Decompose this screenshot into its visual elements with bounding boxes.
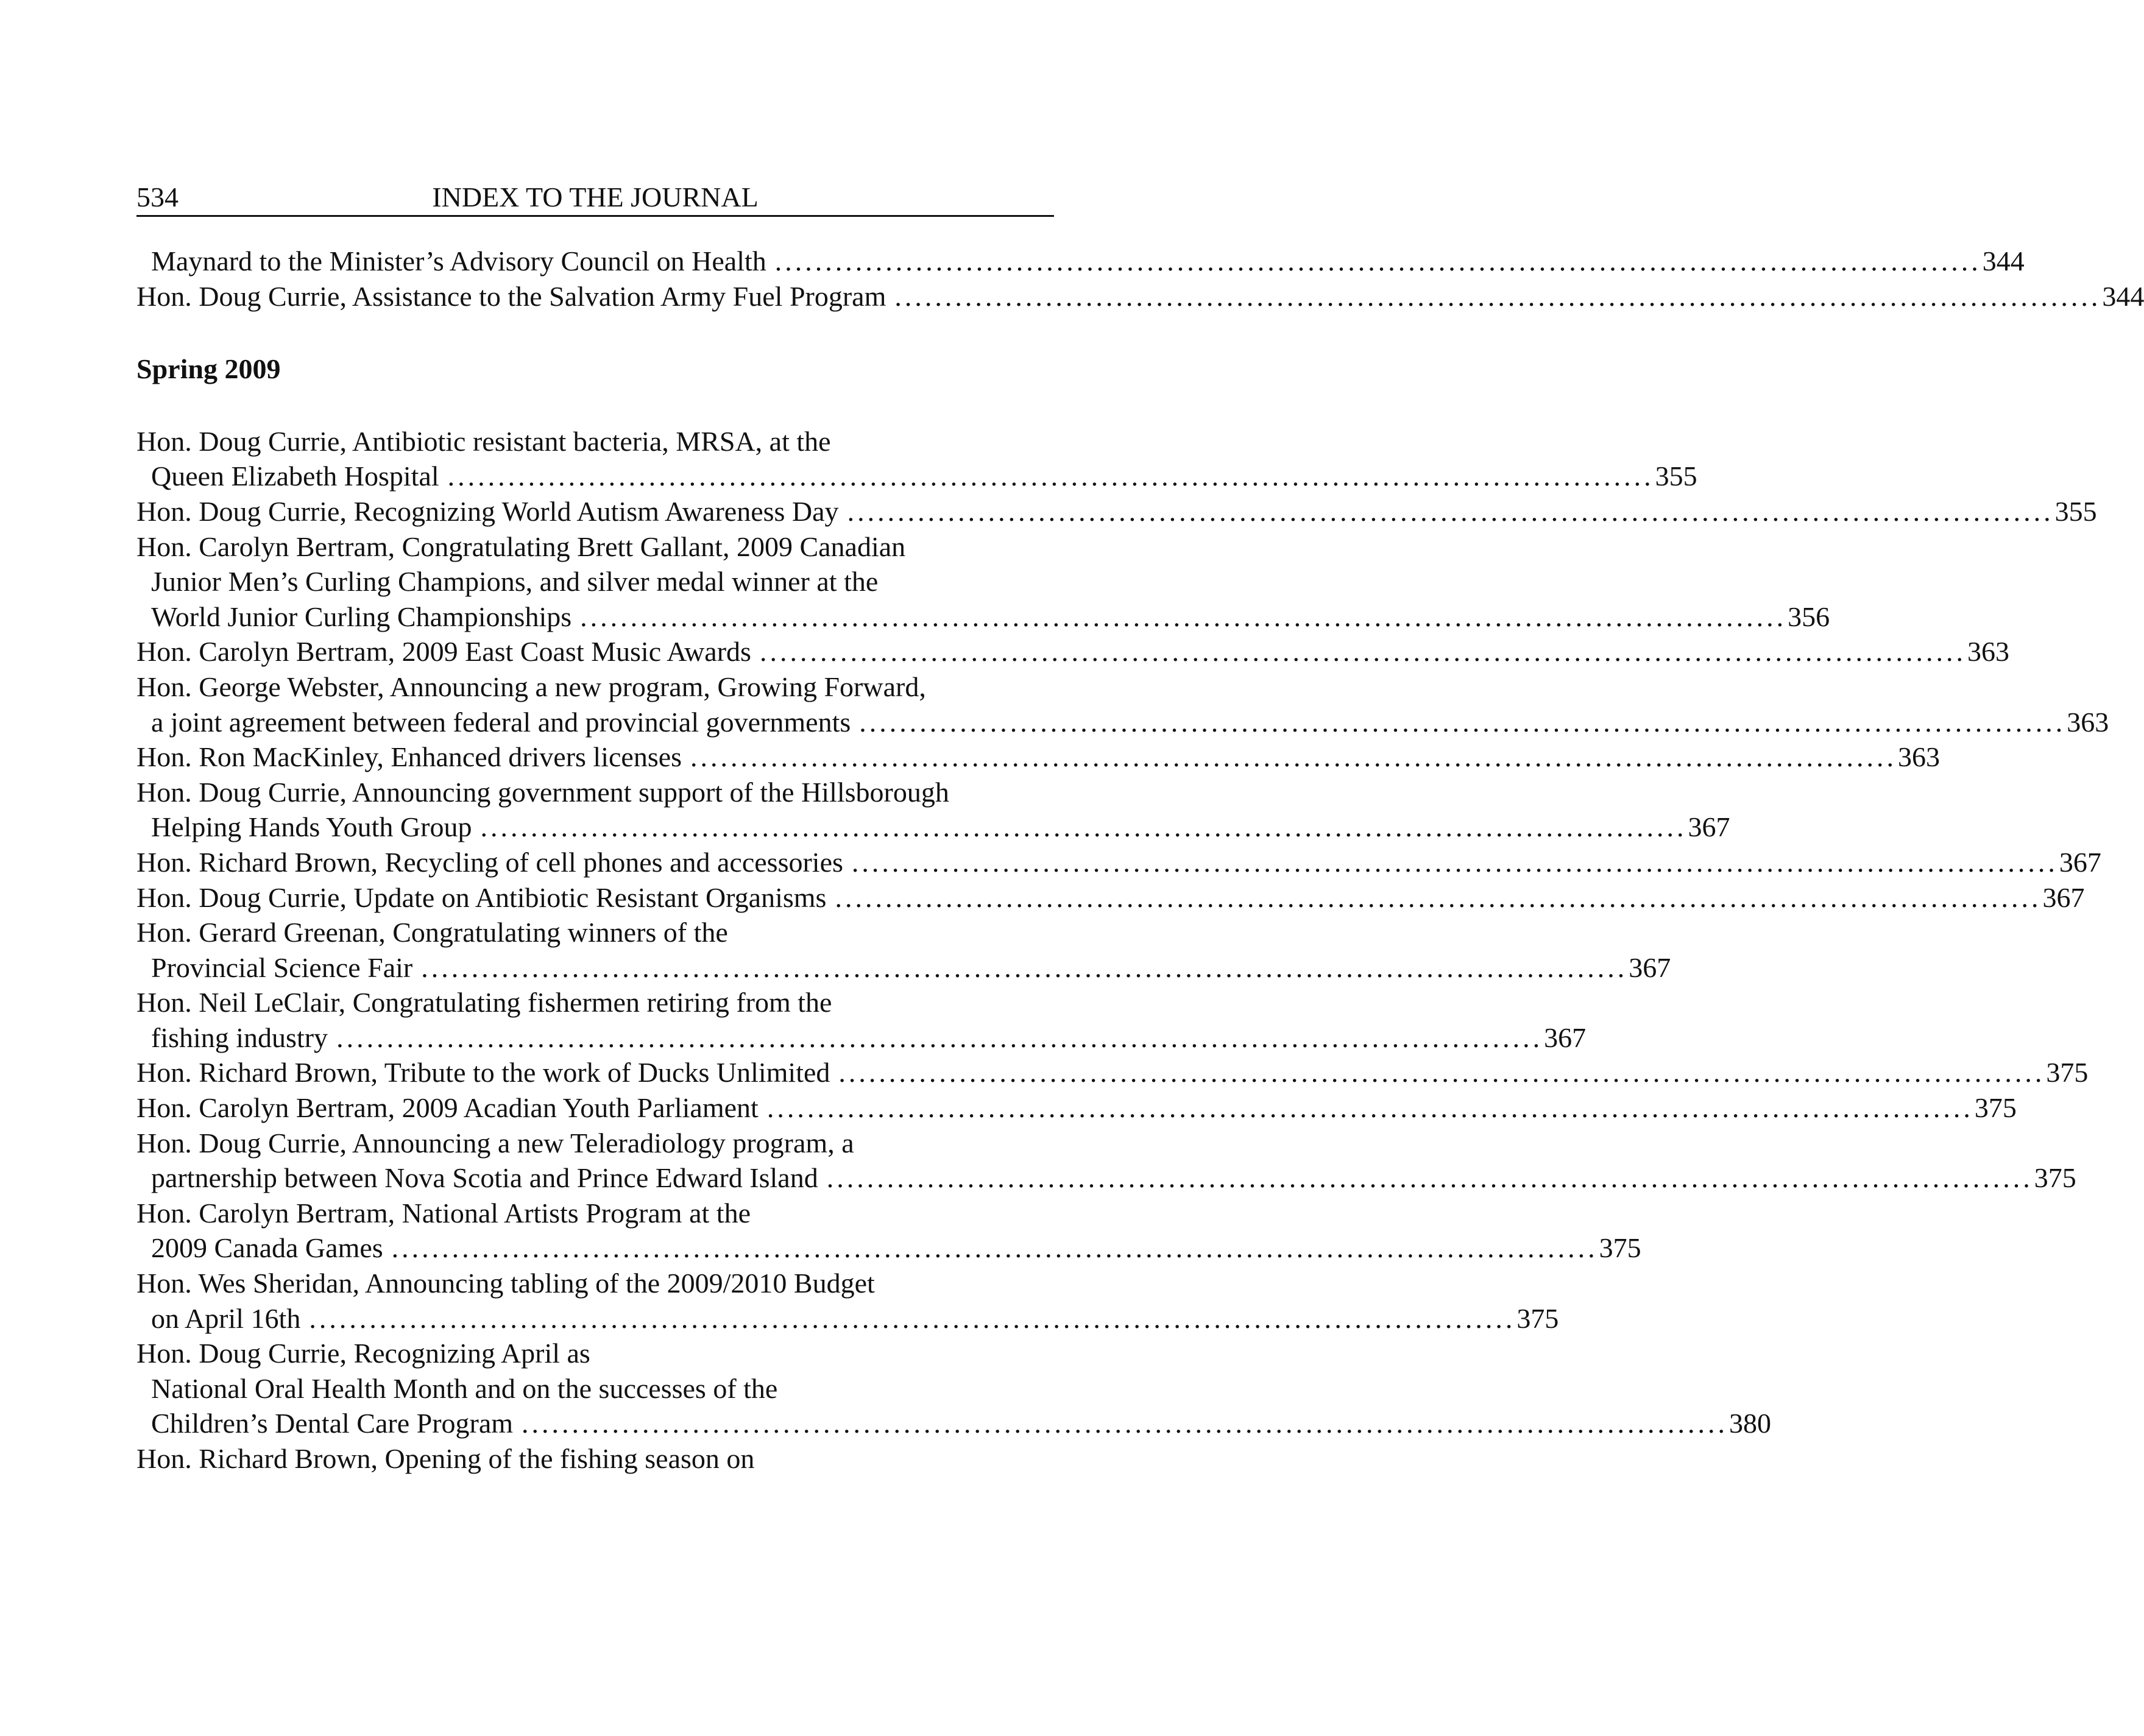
dot-leader: ........................................................................................................................: [522, 1408, 1728, 1439]
index-entry-line: [136, 1126, 1054, 1161]
entry-text: National Oral Health Month and on the successes of the: [151, 1372, 778, 1404]
entry-page-number: 356: [1788, 601, 1830, 632]
index-entry-line: [136, 950, 1671, 986]
dot-leader: ........................................................................................................................: [309, 1302, 1516, 1334]
entry-page-number: 367: [2042, 881, 2085, 913]
entry-text: Hon. Wes Sheridan, Announcing tabling of the 2009/2010 Budget: [136, 1268, 875, 1299]
index-entry-line: [136, 494, 2097, 529]
entry-text: Hon. Neil LeClair, Congratulating fishermen retiring from the: [136, 987, 832, 1018]
index-entry-line: [136, 739, 1941, 775]
entry-page-number: 363: [1967, 636, 2009, 668]
dot-leader: ........................................................................................................................: [336, 1021, 1543, 1053]
index-entry-line: [136, 845, 2101, 880]
entry-text: Helping Hands Youth Group: [151, 811, 472, 843]
entry-text: Provincial Science Fair: [151, 951, 413, 983]
running-title: INDEX TO THE JOURNAL: [432, 182, 759, 213]
entry-text: Maynard to the Minister’s Advisory Council on Health: [151, 245, 766, 277]
entry-page-number: 375: [2046, 1057, 2089, 1089]
entry-page-number: 375: [1974, 1092, 2017, 1124]
entry-page-number: 367: [1688, 811, 1730, 843]
entry-text: Hon. Carolyn Bertram, Congratulating Brett Gallant, 2009 Canadian: [136, 531, 906, 562]
index-entry-line: [136, 279, 2144, 314]
index-entry-line: [136, 1441, 1054, 1477]
dot-leader: ........................................................................................................................: [851, 846, 2058, 878]
entry-text: Hon. Doug Currie, Announcing government support of the Hillsborough: [136, 776, 949, 808]
entry-text: a joint agreement between federal and provincial governments: [151, 706, 851, 738]
entry-text: Hon. Gerard Greenan, Congratulating winners of the: [136, 917, 728, 948]
index-entry-line: [136, 705, 2109, 740]
dot-leader: ........................................................................................................................: [480, 811, 1687, 843]
index-entry-line: [136, 810, 1730, 845]
index-entry-line: [136, 775, 1054, 810]
index-entry-line: [136, 669, 1054, 705]
entry-text: Junior Men’s Curling Champions, and silver medal winner at the: [151, 566, 879, 598]
entry-text: Hon. Doug Currie, Update on Antibiotic Resistant Organisms: [136, 881, 827, 913]
entry-text: Hon. Doug Currie, Announcing a new Teleradiology program, a: [136, 1127, 854, 1159]
index-entry-line: [136, 1020, 1587, 1056]
entry-text: Hon. Ron MacKinley, Enhanced drivers licenses: [136, 741, 682, 773]
index-entry-line: [136, 1266, 1054, 1301]
entry-page-number: 344: [2102, 280, 2144, 312]
index-entry-line: [136, 1196, 1054, 1231]
index-entry-line: [136, 1371, 1054, 1406]
entry-text: Hon. Doug Currie, Antibiotic resistant bacteria, MRSA, at the: [136, 425, 831, 457]
entry-text: 2009 Canada Games: [151, 1232, 383, 1264]
index-entry-line: [136, 1160, 2076, 1196]
index-entries: [136, 424, 2109, 1477]
entry-page-number: 363: [1898, 741, 1941, 773]
entry-text: Hon. George Webster, Announcing a new program, Growing Forward,: [136, 671, 926, 702]
entry-text: partnership between Nova Scotia and Prince Edward Island: [151, 1162, 818, 1194]
index-entry-line: [136, 915, 1054, 950]
dot-leader: ........................................................................................................................: [835, 881, 2042, 913]
entry-text: Hon. Richard Brown, Opening of the fishing season on: [136, 1443, 755, 1474]
page-number: 534: [136, 182, 179, 213]
entry-text: Hon. Richard Brown, Tribute to the work of Ducks Unlimited: [136, 1057, 830, 1089]
dot-leader: ........................................................................................................................: [859, 706, 2066, 738]
entry-text: Hon. Carolyn Bertram, National Artists Program at the: [136, 1197, 751, 1229]
entry-text: on April 16th: [151, 1302, 301, 1334]
entry-page-number: 375: [1516, 1302, 1559, 1334]
index-entry-line: [136, 1336, 1054, 1371]
index-entry-line: [136, 1090, 2017, 1126]
entry-page-number: 367: [1629, 951, 1671, 983]
index-entry-line: [136, 459, 1697, 494]
dot-leader: ........................................................................................................................: [838, 1057, 2045, 1089]
entry-page-number: 375: [1599, 1232, 1641, 1264]
dot-leader: ........................................................................................................................: [826, 1162, 2033, 1194]
entry-page-number: 367: [1544, 1021, 1587, 1053]
entry-text: Hon. Doug Currie, Assistance to the Salvation Army Fuel Program: [136, 280, 886, 312]
entry-text: Children’s Dental Care Program: [151, 1408, 514, 1439]
entry-page-number: 355: [2054, 495, 2097, 527]
entry-text: Queen Elizabeth Hospital: [151, 460, 439, 492]
dot-leader: ........................................................................................................................: [847, 495, 2054, 527]
index-entry-line: [136, 634, 2009, 669]
entry-page-number: 344: [1982, 245, 2025, 277]
dot-leader: ........................................................................................................................: [690, 741, 1897, 773]
index-entry-line: [136, 424, 1054, 459]
index-body: [136, 244, 2144, 1477]
dot-leader: ........................................................................................................................: [421, 951, 1628, 983]
index-entry-line: [136, 1406, 1772, 1441]
entry-page-number: 367: [2059, 846, 2101, 878]
dot-leader: ........................................................................................................................: [447, 460, 1654, 492]
section-heading: Spring 2009: [136, 353, 281, 385]
dot-leader: ........................................................................................................................: [580, 601, 1787, 632]
index-entry-line: [136, 1301, 1559, 1336]
index-entry-line: [136, 244, 2025, 279]
entry-text: Hon. Richard Brown, Recycling of cell phones and accessories: [136, 846, 843, 878]
index-entry-line: [136, 880, 2085, 916]
dot-leader: ........................................................................................................................: [759, 636, 1966, 668]
entry-text: Hon. Doug Currie, Recognizing April as: [136, 1338, 590, 1369]
index-entry-line: [136, 985, 1054, 1020]
index-entry-line: [136, 564, 1054, 599]
entry-text: Hon. Doug Currie, Recognizing World Autism Awareness Day: [136, 495, 839, 527]
dot-leader: ........................................................................................................................: [391, 1232, 1598, 1264]
entry-page-number: 380: [1729, 1408, 1772, 1439]
index-entry-line: [136, 1230, 1641, 1266]
index-page: [136, 182, 2144, 1477]
entry-page-number: 355: [1655, 460, 1697, 492]
entry-page-number: 375: [2034, 1162, 2076, 1194]
entry-text: Hon. Carolyn Bertram, 2009 Acadian Youth Parliament: [136, 1092, 759, 1124]
dot-leader: ........................................................................................................................: [766, 1092, 1973, 1124]
entry-text: World Junior Curling Championships: [151, 601, 572, 632]
index-entry-line: [136, 1055, 2089, 1090]
entry-page-number: 363: [2067, 706, 2109, 738]
dot-leader: ........................................................................................................................: [894, 280, 2101, 312]
index-entry-line: [136, 529, 1054, 565]
continued-entries: [136, 244, 2144, 314]
index-entry-line: [136, 599, 1830, 635]
dot-leader: ........................................................................................................................: [774, 245, 1981, 277]
entry-text: Hon. Carolyn Bertram, 2009 East Coast Music Awards: [136, 636, 751, 668]
entry-text: fishing industry: [151, 1021, 328, 1053]
running-header: [136, 183, 1054, 217]
